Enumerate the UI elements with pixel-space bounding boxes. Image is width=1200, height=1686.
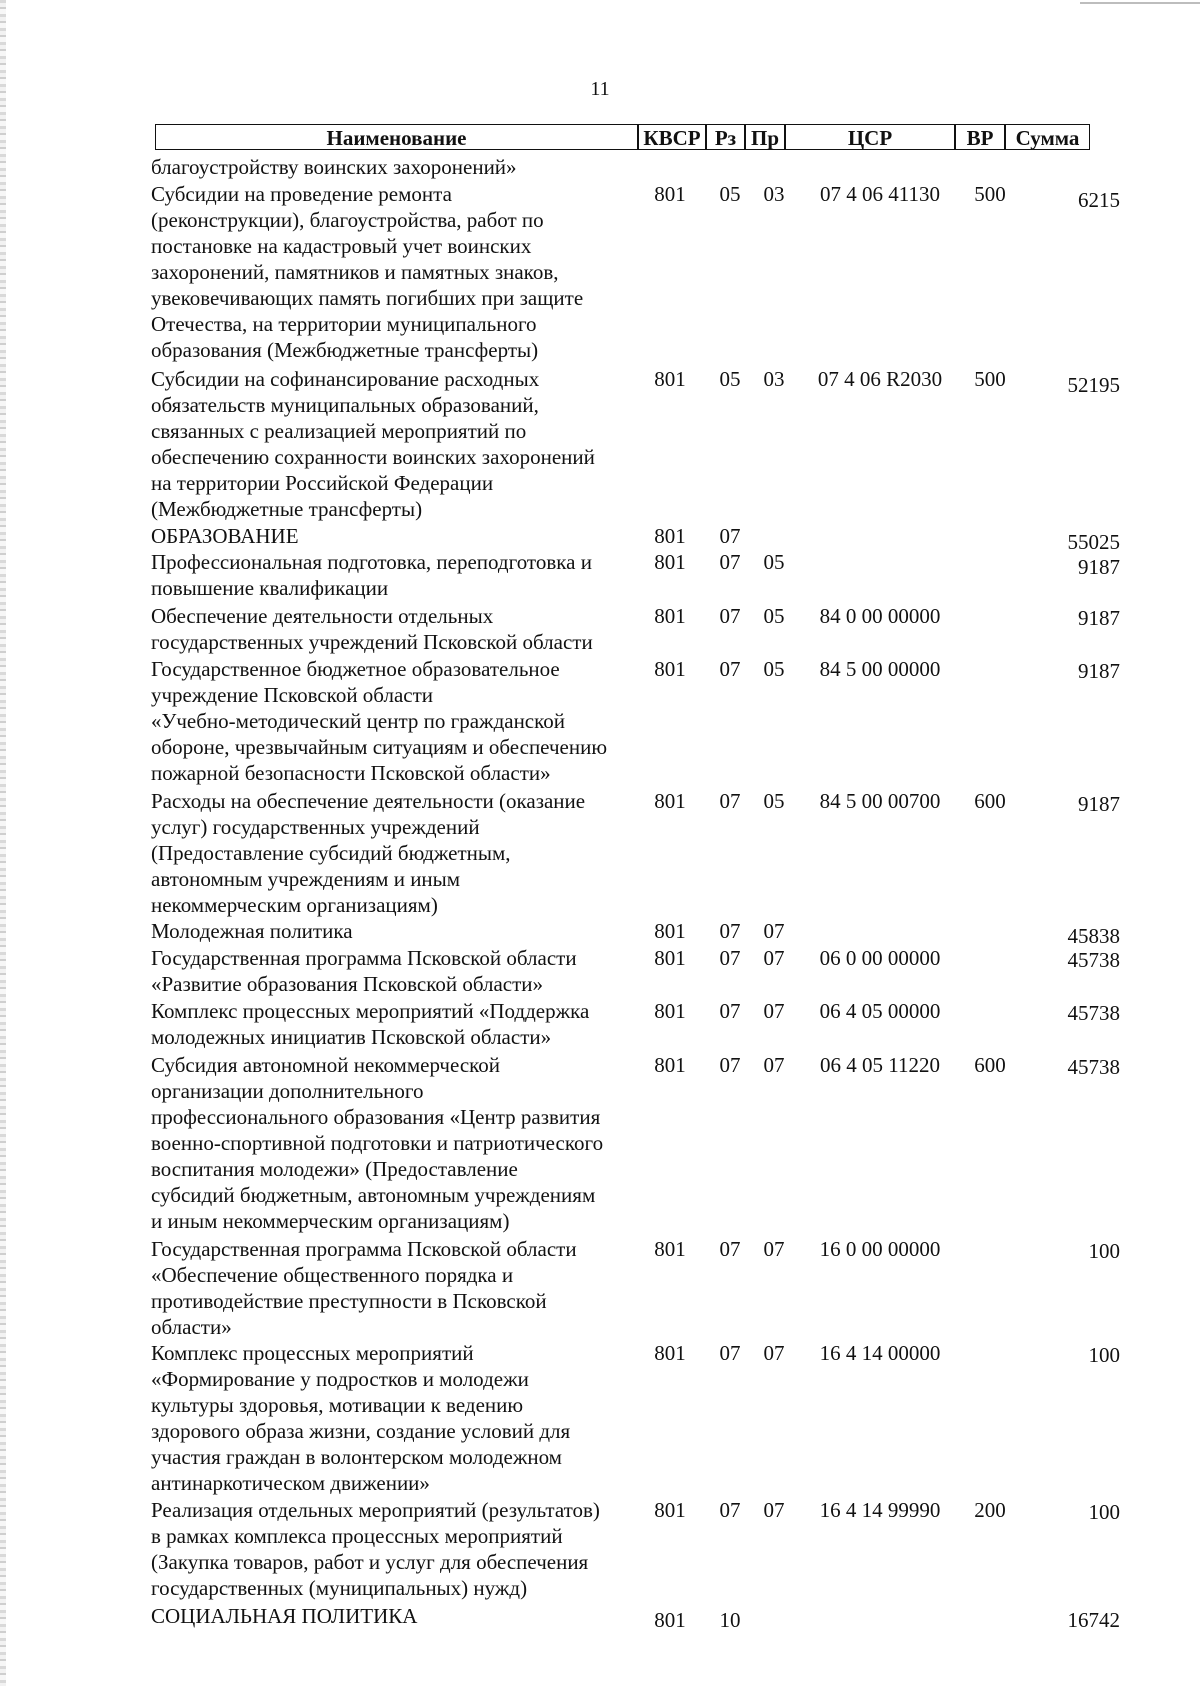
- row-rz: 07: [719, 1341, 741, 1365]
- row-csr: 07 4 06 R2030: [817, 367, 943, 391]
- row-pr: 05: [763, 604, 785, 628]
- row-sum: 9187: [1078, 606, 1120, 630]
- row-pr: 07: [763, 946, 785, 970]
- row-vr: 200: [974, 1498, 1006, 1522]
- row-csr: 16 4 14 99990: [819, 1498, 941, 1522]
- row-sum: 52195: [1067, 373, 1120, 397]
- row-pr: 07: [763, 1237, 785, 1261]
- row-name: Расходы на обеспечение деятельности (оказание услуг) государственных учреждений (Предоставление субсидий бюджетным, автономным учреждениям и иным некоммерческим организациям): [151, 789, 586, 917]
- row-name: ОБРАЗОВАНИЕ: [151, 524, 299, 548]
- row-kvsr: 801: [654, 604, 686, 628]
- row-name: Государственная программа Псковской области «Обеспечение общественного порядка и противодействие преступности в Псковской области»: [151, 1237, 577, 1339]
- row-kvsr: 801: [654, 1498, 686, 1522]
- row-name: СОЦИАЛЬНАЯ ПОЛИТИКА: [151, 1604, 418, 1628]
- row-pr: 07: [763, 1498, 785, 1522]
- header-pr: Пр: [745, 124, 785, 150]
- row-pr: 07: [763, 999, 785, 1023]
- row-rz: 07: [719, 604, 741, 628]
- row-sum: 9187: [1078, 555, 1120, 579]
- scan-edge: [0, 0, 6, 1686]
- row-rz: 07: [719, 1237, 741, 1261]
- row-sum: 9187: [1078, 659, 1120, 683]
- row-sum: 55025: [1067, 530, 1120, 554]
- row-name: Реализация отдельных мероприятий (результатов) в рамках комплекса процессных мероприятий (Закупка товаров, работ и услуг для обеспечения государственных (муниципальных) нужд): [151, 1498, 600, 1600]
- row-name: Комплекс процессных мероприятий «Формирование у подростков и молодежи культуры здоровья, мотивации к ведению здорового образа жизни, создание условий для участия граждан в волонтерском молодежном антинаркотическом движении»: [151, 1341, 571, 1495]
- row-csr: 84 5 00 00700: [819, 789, 941, 813]
- row-kvsr: 801: [654, 1053, 686, 1077]
- row-sum: 45738: [1067, 1001, 1120, 1025]
- row-rz: 07: [719, 1498, 741, 1522]
- row-pr: 03: [763, 367, 785, 391]
- row-sum: 45838: [1067, 924, 1120, 948]
- row-name: Молодежная политика: [151, 919, 353, 943]
- row-rz: 07: [719, 524, 741, 548]
- row-kvsr: 801: [654, 367, 686, 391]
- row-pr: 05: [763, 550, 785, 574]
- row-rz: 07: [719, 657, 741, 681]
- row-kvsr: 801: [654, 789, 686, 813]
- row-name: Субсидии на проведение ремонта (реконструкции), благоустройства, работ по постановке на кадастровый учет воинских захоронений, памятников и памятных знаков, увековечивающих память погибших при защите Отечества, на территории муниципального образования (Межбюджетные трансферты): [151, 182, 584, 362]
- header-vr: ВР: [955, 124, 1005, 150]
- header-name: Наименование: [155, 124, 638, 150]
- row-pr: 05: [763, 789, 785, 813]
- row-pr: 03: [763, 182, 785, 206]
- row-kvsr: 801: [654, 550, 686, 574]
- row-name: Комплекс процессных мероприятий «Поддержка молодежных инициатив Псковской области»: [151, 999, 590, 1049]
- row-name: Государственное бюджетное образовательное учреждение Псковской области «Учебно-методический центр по гражданской обороне, чрезвычайным ситуациям и обеспечению пожарной безопасности Псковской области»: [151, 657, 608, 785]
- row-csr: 84 5 00 00000: [819, 657, 941, 681]
- row-pr: 05: [763, 657, 785, 681]
- row-rz: 07: [719, 1053, 741, 1077]
- row-rz: 05: [719, 367, 741, 391]
- header-csr: ЦСР: [785, 124, 955, 150]
- row-rz: 07: [719, 919, 741, 943]
- row-pr: 07: [763, 919, 785, 943]
- row-rz: 07: [719, 550, 741, 574]
- row-rz: 10: [719, 1608, 741, 1632]
- row-kvsr: 801: [654, 1341, 686, 1365]
- row-name: Субсидии на софинансирование расходных обязательств муниципальных образований, связанных с реализацией мероприятий по обеспечению сохранности воинских захоронений на территории Российской Федерации (Межбюджетные трансферты): [151, 367, 595, 521]
- row-csr: 06 0 00 00000: [819, 946, 941, 970]
- row-kvsr: 801: [654, 946, 686, 970]
- row-csr: 07 4 06 41130: [820, 182, 940, 206]
- row-kvsr: 801: [654, 999, 686, 1023]
- page-number: 11: [590, 78, 610, 100]
- row-name: Обеспечение деятельности отдельных государственных учреждений Псковской области: [151, 604, 593, 654]
- row-sum: 100: [1088, 1500, 1120, 1524]
- row-sum: 45738: [1067, 1055, 1120, 1079]
- row-kvsr: 801: [654, 919, 686, 943]
- row-rz: 07: [719, 789, 741, 813]
- row-rz: 05: [719, 182, 741, 206]
- row-rz: 07: [719, 999, 741, 1023]
- row-vr: 500: [974, 182, 1006, 206]
- scan-edge-top: [1080, 2, 1200, 4]
- row-csr: 06 4 05 00000: [819, 999, 941, 1023]
- row-name: Государственная программа Псковской области «Развитие образования Псковской области»: [151, 946, 577, 996]
- row-sum: 16742: [1067, 1608, 1120, 1632]
- row-sum: 100: [1088, 1343, 1120, 1367]
- row-csr: 06 4 05 11220: [820, 1053, 940, 1077]
- row-name: Профессиональная подготовка, переподготовка и повышение квалификации: [151, 550, 592, 600]
- row-sum: 6215: [1078, 188, 1120, 212]
- row-sum: 100: [1088, 1239, 1120, 1263]
- row-sum: 9187: [1078, 792, 1120, 816]
- table-header: [155, 124, 1090, 152]
- row-kvsr: 801: [654, 182, 686, 206]
- row-rz: 07: [719, 946, 741, 970]
- row-name: благоустройству воинских захоронений»: [151, 155, 517, 179]
- row-pr: 07: [763, 1053, 785, 1077]
- row-pr: 07: [763, 1341, 785, 1365]
- header-kvsr: КВСР: [638, 124, 706, 150]
- row-csr: 84 0 00 00000: [819, 604, 941, 628]
- row-vr: 600: [974, 789, 1006, 813]
- row-vr: 500: [974, 367, 1006, 391]
- row-name: Субсидия автономной некоммерческой организации дополнительного профессионального образования «Центр развития военно-спортивной подготовки и патриотического воспитания молодежи» (Предоставление субсидий бюджетным, автономным учреждениям и иным некоммерческим организациям): [151, 1053, 604, 1233]
- header-sum: Сумма: [1005, 124, 1090, 150]
- row-kvsr: 801: [654, 657, 686, 681]
- row-csr: 16 0 00 00000: [819, 1237, 941, 1261]
- header-rz: Рз: [706, 124, 745, 150]
- row-kvsr: 801: [654, 1608, 686, 1632]
- row-kvsr: 801: [654, 524, 686, 548]
- row-sum: 45738: [1067, 948, 1120, 972]
- row-csr: 16 4 14 00000: [819, 1341, 941, 1365]
- row-vr: 600: [974, 1053, 1006, 1077]
- row-kvsr: 801: [654, 1237, 686, 1261]
